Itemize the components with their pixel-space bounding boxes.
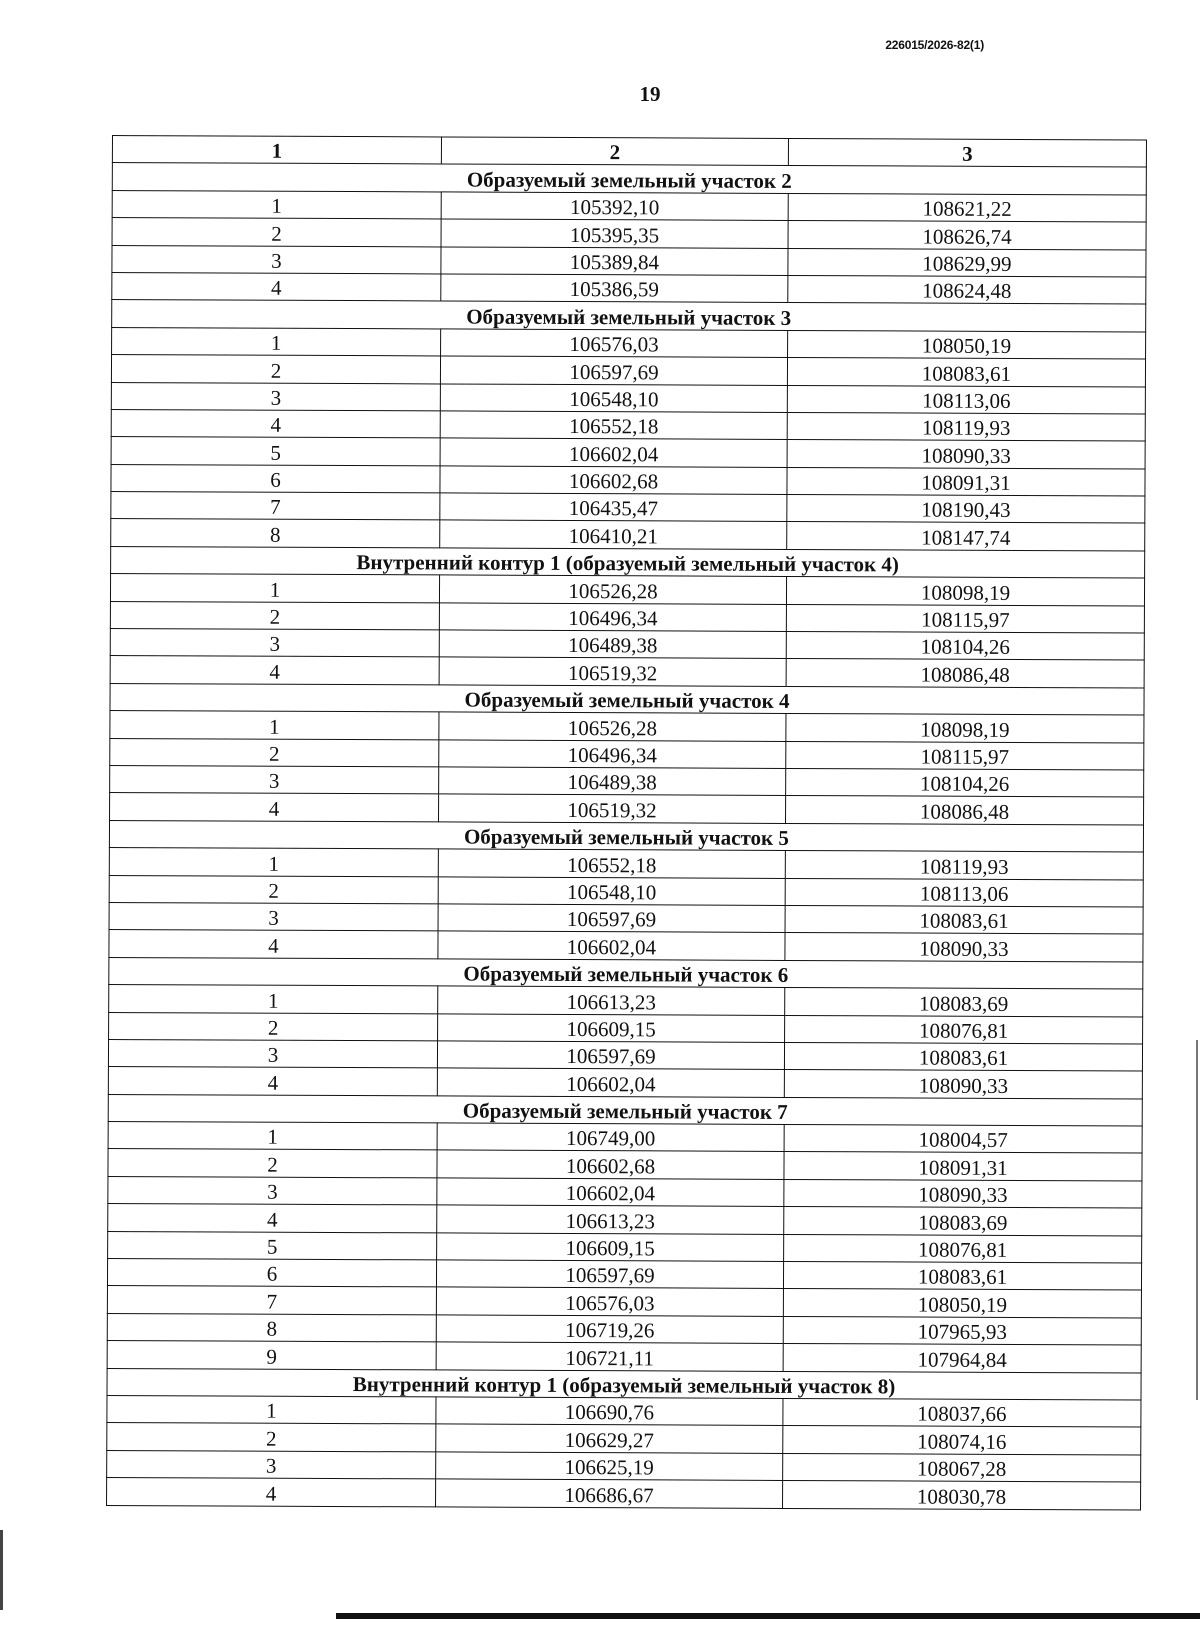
- x-coordinate: 106721,11: [436, 1342, 783, 1371]
- table-row: [107, 1478, 1141, 1510]
- y-coordinate: 108050,19: [783, 1289, 1141, 1318]
- point-number: 3: [110, 629, 439, 658]
- x-coordinate: 106496,34: [439, 603, 786, 632]
- y-coordinate: 108104,26: [786, 768, 1144, 797]
- x-coordinate: 106552,18: [440, 411, 787, 440]
- point-number: 4: [109, 930, 438, 959]
- x-coordinate: 106602,04: [437, 1178, 784, 1207]
- point-number: 7: [107, 1286, 436, 1315]
- point-number: 8: [111, 519, 440, 548]
- x-coordinate: 106519,32: [439, 657, 786, 686]
- point-number: 1: [110, 574, 439, 603]
- y-coordinate: 108621,22: [788, 193, 1146, 222]
- point-number: 2: [107, 1423, 436, 1452]
- y-coordinate: 108113,06: [785, 878, 1143, 907]
- point-number: 2: [112, 218, 441, 247]
- y-coordinate: 108083,61: [787, 358, 1145, 387]
- y-coordinate: 108074,16: [783, 1426, 1141, 1455]
- y-coordinate: 108004,57: [784, 1125, 1142, 1154]
- point-number: 2: [108, 1149, 437, 1178]
- page-number: [0, 82, 1200, 107]
- page-number-text: 19: [639, 82, 661, 106]
- y-coordinate: 108098,19: [786, 577, 1144, 606]
- x-coordinate: 106410,21: [440, 520, 787, 549]
- y-coordinate: 108090,33: [785, 933, 1143, 962]
- x-coordinate: 106719,26: [436, 1315, 783, 1344]
- point-number: 6: [107, 1259, 436, 1288]
- x-coordinate: 106749,00: [437, 1123, 784, 1152]
- column-header: 1: [112, 136, 441, 165]
- point-number: 2: [109, 875, 438, 904]
- point-number: 5: [111, 437, 440, 466]
- x-coordinate: 106548,10: [438, 876, 785, 905]
- x-coordinate: 106602,04: [437, 1068, 784, 1097]
- y-coordinate: 108076,81: [784, 1234, 1142, 1263]
- point-number: 3: [107, 1450, 436, 1479]
- scan-edge-bottom: [336, 1613, 1200, 1619]
- point-number: 5: [108, 1231, 437, 1260]
- y-coordinate: 108119,93: [787, 412, 1145, 441]
- x-coordinate: 105392,10: [441, 192, 788, 221]
- x-coordinate: 106548,10: [440, 383, 787, 412]
- point-number: 4: [111, 409, 440, 438]
- point-number: 3: [109, 902, 438, 931]
- x-coordinate: 106613,23: [438, 986, 785, 1015]
- y-coordinate: 108083,69: [785, 988, 1143, 1017]
- point-number: 1: [112, 327, 441, 356]
- x-coordinate: 105395,35: [441, 219, 788, 248]
- x-coordinate: 106576,03: [441, 329, 788, 358]
- y-coordinate: 108086,48: [786, 659, 1144, 688]
- x-coordinate: 106597,69: [438, 904, 785, 933]
- scan-edge-right: [1196, 1040, 1198, 1400]
- x-coordinate: 106602,68: [440, 466, 787, 495]
- x-coordinate: 106576,03: [436, 1287, 783, 1316]
- y-coordinate: 108190,43: [787, 495, 1145, 524]
- y-coordinate: 108091,31: [787, 467, 1145, 496]
- y-coordinate: 108113,06: [787, 385, 1145, 414]
- y-coordinate: 107965,93: [783, 1316, 1141, 1345]
- scan-edge-left: [0, 1530, 3, 1610]
- x-coordinate: 106597,69: [440, 356, 787, 385]
- y-coordinate: 108090,33: [784, 1179, 1142, 1208]
- point-number: 2: [109, 1012, 438, 1041]
- section-title: Образуемый земельный участок 2: [112, 163, 1146, 195]
- point-number: 4: [110, 656, 439, 685]
- table-body: [107, 163, 1147, 1510]
- y-coordinate: 108147,74: [787, 522, 1145, 551]
- x-coordinate: 106609,15: [437, 1233, 784, 1262]
- y-coordinate: 108086,48: [786, 796, 1144, 825]
- x-coordinate: 106597,69: [437, 1041, 784, 1070]
- y-coordinate: 107964,84: [783, 1344, 1141, 1373]
- x-coordinate: 106597,69: [436, 1260, 783, 1289]
- point-number: 3: [108, 1039, 437, 1068]
- x-coordinate: 106552,18: [438, 849, 785, 878]
- y-coordinate: 108624,48: [788, 275, 1146, 304]
- y-coordinate: 108090,33: [784, 1070, 1142, 1099]
- y-coordinate: 108067,28: [783, 1453, 1141, 1482]
- point-number: 4: [108, 1067, 437, 1096]
- document-number: 226015/2026-82(1): [885, 38, 984, 52]
- point-number: 2: [110, 738, 439, 767]
- x-coordinate: 106519,32: [439, 794, 786, 823]
- y-coordinate: 108050,19: [788, 330, 1146, 359]
- x-coordinate: 106690,76: [436, 1397, 783, 1426]
- point-number: 1: [112, 190, 441, 219]
- x-coordinate: 106686,67: [436, 1479, 783, 1508]
- section-title: Образуемый земельный участок 5: [109, 820, 1143, 852]
- y-coordinate: 108626,74: [788, 221, 1146, 250]
- y-coordinate: 108098,19: [786, 714, 1144, 743]
- y-coordinate: 108076,81: [785, 1015, 1143, 1044]
- point-number: 1: [110, 711, 439, 740]
- x-coordinate: 106629,27: [436, 1424, 783, 1453]
- x-coordinate: 106489,38: [439, 767, 786, 796]
- x-coordinate: 106609,15: [438, 1013, 785, 1042]
- section-title: Образуемый земельный участок 3: [112, 300, 1146, 332]
- y-coordinate: 108629,99: [788, 248, 1146, 277]
- x-coordinate: 106602,04: [440, 438, 787, 467]
- point-number: 8: [107, 1313, 436, 1342]
- point-number: 1: [108, 1122, 437, 1151]
- y-coordinate: 108083,61: [784, 1042, 1142, 1071]
- column-header: 2: [441, 137, 788, 166]
- y-coordinate: 108119,93: [785, 851, 1143, 880]
- x-coordinate: 106602,04: [438, 931, 785, 960]
- x-coordinate: 106602,68: [437, 1150, 784, 1179]
- point-number: 3: [110, 765, 439, 794]
- point-number: 1: [109, 848, 438, 877]
- point-number: 9: [107, 1341, 436, 1370]
- x-coordinate: 106496,34: [439, 740, 786, 769]
- x-coordinate: 106625,19: [436, 1452, 783, 1481]
- coordinates-table: [106, 135, 1147, 1510]
- column-header: 3: [788, 138, 1146, 167]
- x-coordinate: 105386,59: [441, 274, 788, 303]
- x-coordinate: 106489,38: [439, 630, 786, 659]
- section-title: Внутренний контур 1 (образуемый земельный участок 4): [111, 546, 1145, 578]
- point-number: 2: [110, 601, 439, 630]
- section-title: Образуемый земельный участок 6: [109, 957, 1143, 989]
- section-title: Внутренний контур 1 (образуемый земельный участок 8): [107, 1368, 1141, 1400]
- y-coordinate: 108090,33: [787, 440, 1145, 469]
- x-coordinate: 106526,28: [439, 712, 786, 741]
- point-number: 4: [110, 793, 439, 822]
- x-coordinate: 105389,84: [441, 246, 788, 275]
- y-coordinate: 108037,66: [783, 1398, 1141, 1427]
- y-coordinate: 108030,78: [783, 1481, 1141, 1510]
- point-number: 3: [108, 1176, 437, 1205]
- point-number: 1: [107, 1395, 436, 1424]
- y-coordinate: 108083,61: [785, 905, 1143, 934]
- y-coordinate: 108083,69: [784, 1207, 1142, 1236]
- point-number: 1: [109, 985, 438, 1014]
- x-coordinate: 106613,23: [437, 1205, 784, 1234]
- section-title: Образуемый земельный участок 7: [108, 1094, 1142, 1126]
- y-coordinate: 108083,61: [783, 1261, 1141, 1290]
- point-number: 2: [111, 355, 440, 384]
- x-coordinate: 106526,28: [439, 575, 786, 604]
- y-coordinate: 108104,26: [786, 631, 1144, 660]
- point-number: 4: [108, 1204, 437, 1233]
- point-number: 4: [112, 272, 441, 301]
- y-coordinate: 108091,31: [784, 1152, 1142, 1181]
- y-coordinate: 108115,97: [786, 741, 1144, 770]
- section-title: Образуемый земельный участок 4: [110, 683, 1144, 715]
- point-number: 3: [111, 382, 440, 411]
- x-coordinate: 106435,47: [440, 493, 787, 522]
- y-coordinate: 108115,97: [786, 604, 1144, 633]
- point-number: 6: [111, 464, 440, 493]
- point-number: 3: [112, 245, 441, 274]
- point-number: 7: [111, 492, 440, 521]
- point-number: 4: [107, 1478, 436, 1507]
